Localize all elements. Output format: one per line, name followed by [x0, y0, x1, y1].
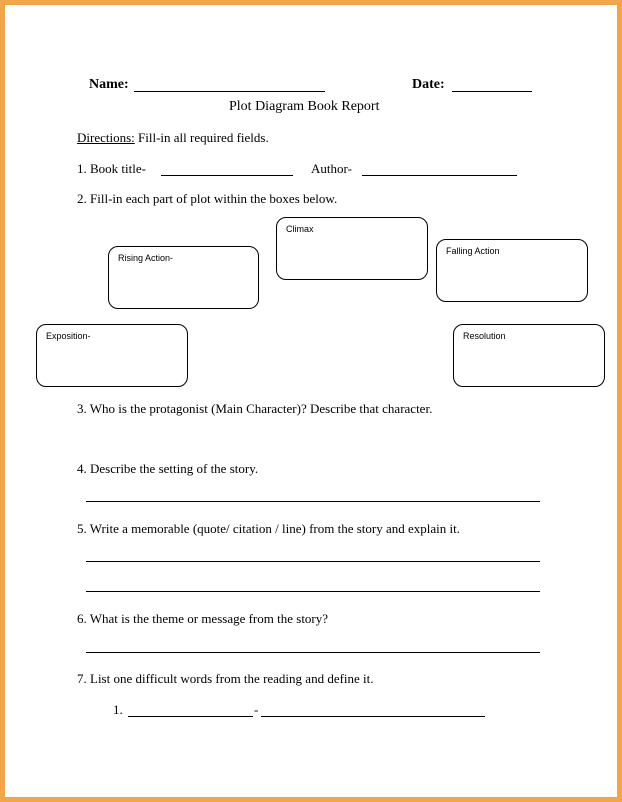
- name-label: Name:: [89, 77, 129, 92]
- page-title: Plot Diagram Book Report: [229, 99, 380, 114]
- book-title-label: 1. Book title-: [77, 161, 146, 176]
- directions-label: Directions:: [77, 130, 135, 145]
- author-field[interactable]: [362, 175, 517, 176]
- theme-answer-line[interactable]: [86, 652, 540, 653]
- question-7: 7. List one difficult words from the reading and define it.: [77, 671, 374, 686]
- exposition-label: Exposition-: [46, 331, 91, 341]
- directions-text: Fill-in all required fields.: [134, 130, 269, 145]
- falling-action-label: Falling Action: [446, 246, 500, 256]
- quote-answer-line-2[interactable]: [86, 591, 540, 592]
- climax-box[interactable]: [276, 217, 428, 280]
- date-field[interactable]: [452, 91, 532, 92]
- word-definition-dash: -: [254, 702, 259, 717]
- question-3: 3. Who is the protagonist (Main Character)? Describe that character.: [77, 401, 433, 416]
- climax-label: Climax: [286, 224, 314, 234]
- exposition-box[interactable]: [36, 324, 188, 387]
- question-2: 2. Fill-in each part of plot within the boxes below.: [77, 191, 338, 206]
- date-label: Date:: [412, 77, 445, 92]
- name-field[interactable]: [134, 91, 325, 92]
- question-6: 6. What is the theme or message from the story?: [77, 611, 329, 626]
- difficult-word-field[interactable]: [128, 716, 253, 717]
- setting-answer-line[interactable]: [86, 501, 540, 502]
- word-definition-field[interactable]: [261, 716, 485, 717]
- directions: [77, 130, 269, 146]
- rising-action-box[interactable]: [108, 246, 259, 309]
- resolution-box[interactable]: [453, 324, 605, 387]
- question-4: 4. Describe the setting of the story.: [77, 461, 259, 476]
- resolution-label: Resolution: [463, 331, 506, 341]
- author-label: Author-: [311, 161, 352, 176]
- word-item-number: 1.: [113, 702, 123, 717]
- falling-action-box[interactable]: [436, 239, 588, 302]
- rising-action-label: Rising Action-: [118, 253, 174, 263]
- question-5: 5. Write a memorable (quote/ citation / line) from the story and explain it.: [77, 521, 460, 536]
- quote-answer-line-1[interactable]: [86, 561, 540, 562]
- book-title-field[interactable]: [161, 175, 293, 176]
